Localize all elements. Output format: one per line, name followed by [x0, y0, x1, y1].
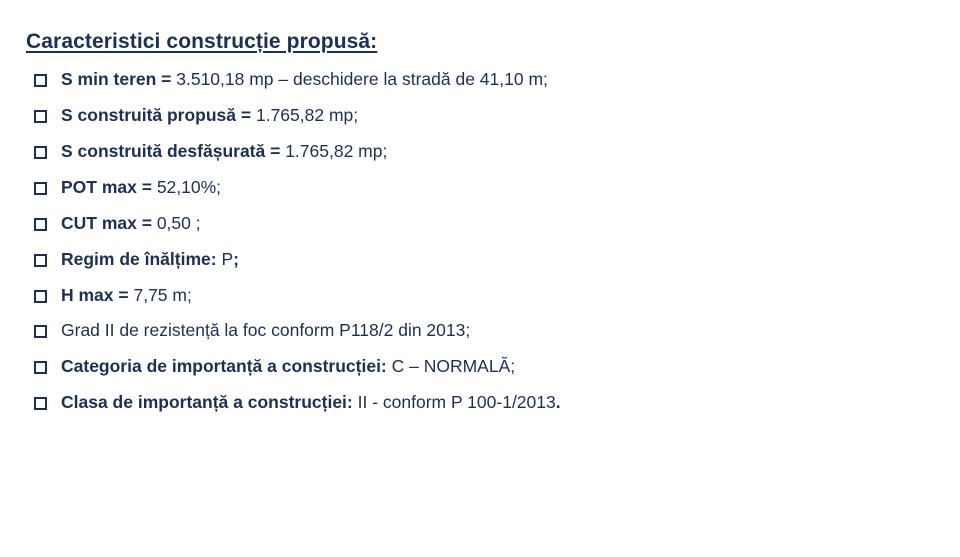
- list-item-text: [61, 177, 920, 199]
- list-item-value: II - conform P 100-1/2013: [357, 392, 556, 413]
- list-item-label: CUT max =: [61, 212, 157, 233]
- list-item-value: 1.765,82 mp;: [255, 105, 359, 126]
- list-item: [26, 69, 920, 91]
- list-item-text: [61, 213, 920, 235]
- list-item-value: 7,75 m;: [133, 284, 192, 305]
- list-item-text: [61, 249, 920, 271]
- list-item-text: [61, 392, 920, 414]
- hollow-square-bullet-icon: [34, 146, 47, 159]
- list-item-label: Clasa de importanță a construcției:: [61, 392, 358, 413]
- list-item: [26, 141, 920, 163]
- list-item: [26, 320, 920, 342]
- page-title: Caracteristici construcție propusă:: [26, 30, 378, 53]
- list-item: [26, 249, 920, 271]
- hollow-square-bullet-icon: [34, 361, 47, 374]
- list-item-text: [61, 69, 920, 91]
- list-item: [26, 392, 920, 414]
- list-item-label: POT max =: [61, 176, 157, 197]
- list-item-text: [61, 285, 920, 307]
- list-item-label: Categoria de importanță a construcției:: [61, 356, 392, 377]
- list-item-value: 3.510,18 mp – deschidere la stradă de 41,10 m;: [176, 69, 548, 90]
- list-item: [26, 105, 920, 127]
- list-item-label: S min teren =: [61, 69, 177, 90]
- hollow-square-bullet-icon: [34, 182, 47, 195]
- hollow-square-bullet-icon: [34, 397, 47, 410]
- hollow-square-bullet-icon: [34, 74, 47, 87]
- list-item-label: S construită propusă =: [61, 105, 256, 126]
- list-item-label: S construită desfășurată =: [61, 141, 286, 162]
- list-item-text: [61, 320, 920, 342]
- list-item-label: Regim de înălțime:: [61, 248, 222, 269]
- hollow-square-bullet-icon: [34, 290, 47, 303]
- list-item-value-emphasis: .: [555, 392, 561, 413]
- hollow-square-bullet-icon: [34, 254, 47, 267]
- list-item-value: 52,10%;: [156, 176, 222, 197]
- list-item-value: 0,50 ;: [156, 212, 201, 233]
- list-item-value: Grad II de rezistență la foc conform P118/2 din 2013;: [61, 320, 471, 341]
- hollow-square-bullet-icon: [34, 325, 47, 338]
- list-item-text: [61, 356, 920, 378]
- list-item: [26, 285, 920, 307]
- hollow-square-bullet-icon: [34, 110, 47, 123]
- list-item-value-emphasis: ;: [233, 248, 239, 269]
- list-item-value: 1.765,82 mp;: [285, 141, 388, 162]
- list-item-text: [61, 141, 920, 163]
- list-item: [26, 213, 920, 235]
- list-item-value: C – NORMALĂ;: [391, 356, 516, 377]
- list-item-label: H max =: [61, 284, 134, 305]
- list-item-value: P: [221, 248, 234, 269]
- hollow-square-bullet-icon: [34, 218, 47, 231]
- list-item: [26, 177, 920, 199]
- list-item: [26, 356, 920, 378]
- list-item-text: [61, 105, 920, 127]
- characteristics-list: [26, 69, 920, 414]
